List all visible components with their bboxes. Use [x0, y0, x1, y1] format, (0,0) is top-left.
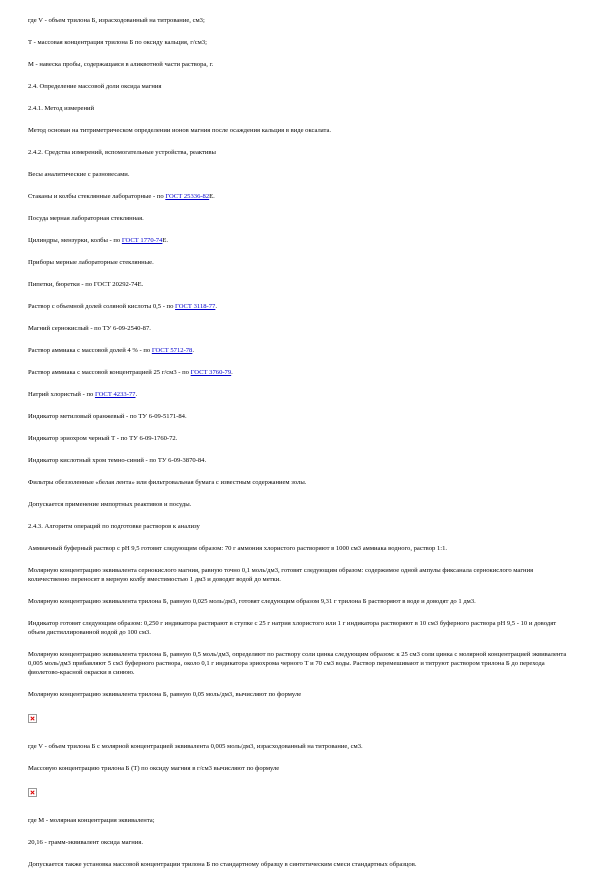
paragraph-text: Молярную концентрацию эквивалента трилона Б, равную 0,05 моль/дм3, вычисляют по формуле	[28, 691, 302, 698]
paragraph	[28, 500, 568, 509]
paragraph	[28, 390, 568, 399]
paragraph-text: Допускается также установка массовой концентрации трилона Б по стандартному образцу в синтетическим смеси стандартных образцов.	[28, 861, 417, 868]
paragraph-text: М - навеска пробы, содержащаяся в аликвотной части раствора, г.	[28, 61, 214, 68]
paragraph-text: Натрий хлористый - по	[28, 391, 95, 398]
standard-link[interactable]: ГОСТ 5712-78	[151, 347, 193, 354]
paragraph-text: Массовую концентрацию трилона Б (Т) по оксиду магния в г/см3 вычисляют по формуле	[28, 765, 280, 772]
paragraph	[28, 478, 568, 487]
standard-link[interactable]: ГОСТ 4233-77	[94, 391, 136, 398]
paragraph	[28, 192, 568, 201]
paragraph	[28, 742, 568, 751]
paragraph	[28, 280, 568, 289]
paragraph-text: Цилиндры, мензурки, колбы - по	[28, 237, 122, 244]
paragraph-text: Индикатор метиловый оранжевый - по ТУ 6-09-5171-84.	[28, 413, 187, 420]
broken-image-icon	[28, 714, 37, 723]
paragraph-text-suffix: .	[135, 391, 138, 398]
paragraph-text: Пипетки, бюретки - по ГОСТ 20292-74Е.	[28, 281, 144, 288]
paragraph	[28, 619, 568, 637]
paragraph-text: 2.4.2. Средства измерений, вспомогательные устройства, реактивы	[28, 149, 216, 156]
paragraph-text: Индикатор кислотный хром темно-синий - по ТУ 6-09-3870-84.	[28, 457, 207, 464]
paragraph-text: Аммиачный буферный раствор с pH 9,5 готовят следующим образом: 70 г аммония хлористого растворяют в 1000 см3 аммиака водного, раствор 1:1.	[28, 545, 448, 552]
paragraph-text: 2.4. Определение массовой доли оксида магния	[28, 83, 162, 90]
paragraph-text: где М - молярная концентрация эквивалента;	[28, 817, 155, 824]
paragraph-text: Магний сернокислый - по ТУ 6-09-2540-87.	[28, 325, 151, 332]
paragraph	[28, 38, 568, 47]
paragraph-text: Стаканы и колбы стеклянные лабораторные - по	[28, 193, 166, 200]
paragraph-text-suffix: Е.	[162, 237, 169, 244]
paragraph-text-suffix: Е.	[209, 193, 215, 200]
standard-link[interactable]: ГОСТ 3118-77	[175, 303, 216, 310]
paragraph	[28, 60, 568, 69]
paragraph-text: Раствор аммиака с массовой концентрацией 25 г/см3 - по	[28, 369, 191, 376]
paragraph	[28, 16, 568, 25]
paragraph-text: Молярную концентрацию эквивалента трилона Б, равную 0,025 моль/дм3, готовят следующим образом 9,31 г трилона Б растворяют в воде и доводят до 1 дм3.	[28, 598, 476, 605]
paragraph	[28, 544, 568, 553]
paragraph	[28, 302, 568, 311]
paragraph-text: Весы аналитические с разновесами.	[28, 171, 130, 178]
paragraph	[28, 434, 568, 443]
paragraph-text: Молярную концентрацию эквивалента трилона Б, равную 0,5 моль/дм3, определяют по раствору соли цинка следующим образом: к 25 см3 соли цинка с молярной концентрацией эквивалента 0,005 моль/дм3 прибавляют 5 см3 буферного раствора, около 0,1 г индикатора эриохрома черного Т и 70 см3 воды. Раствор перемешивают и титруют раствором трилона Б до перехода фиолетово-красной окраски в синюю.	[28, 651, 567, 676]
paragraph-text: Т - массовая концентрация трилона Б по оксиду кальция, г/см3;	[28, 39, 207, 46]
paragraph-text: 2.4.3. Алгоритм операций по подготовке растворов к анализу	[28, 523, 200, 530]
paragraph	[28, 816, 568, 825]
paragraph-text: Раствор с объемной долей соляной кислоты 0,5 - по	[28, 303, 176, 310]
paragraph	[28, 412, 568, 421]
paragraph	[28, 368, 568, 377]
paragraph-text: Молярную концентрацию эквивалента сернокислого магния, равную точно 0,1 моль/дм3, готовят следующим образом: содержимое одной ампулы фиксанала сернокислого магния количественно переносят в мерную колбу вместимостью 1 дм3 и доводят водой до метки.	[28, 567, 534, 583]
formula-image-block	[28, 786, 568, 808]
paragraph-text: Допускается применение импортных реактивов и посуды.	[28, 501, 192, 508]
paragraph	[28, 324, 568, 333]
paragraph	[28, 148, 568, 157]
paragraph	[28, 236, 568, 245]
paragraph-text: Приборы мерные лабораторные стеклянные.	[28, 259, 154, 266]
paragraph-text: где V - объем трилона Б с молярной концентрацией эквивалента 0,005 моль/дм3, израсходованный на титрование, см3.	[28, 743, 363, 750]
paragraph	[28, 104, 568, 113]
paragraph	[28, 690, 568, 699]
paragraph-text: Фильтры обеззоленные «белая лента» или фильтровальная бумага с известным содержанием золы.	[28, 479, 307, 486]
standard-link[interactable]: ГОСТ 1770-74	[121, 237, 163, 244]
paragraph-text: Посуда мерная лабораторная стеклянная.	[28, 215, 144, 222]
paragraph	[28, 566, 568, 584]
paragraph	[28, 522, 568, 531]
paragraph-text: Раствор аммиака с массовой долей 4 % - по	[28, 347, 152, 354]
document-page	[28, 16, 568, 882]
paragraph	[28, 650, 568, 677]
paragraph	[28, 126, 568, 135]
paragraph	[28, 860, 568, 869]
paragraph-text-suffix: .	[192, 347, 195, 354]
paragraph-text: Индикатор готовят следующим образом: 0,250 г индикатора растирают в ступке с 25 г натрия хлористого или 1 г индикатора растворяют в 10 см3 буферного раствора pH 9,5 - 10 и доводят объем дистиллированной водой до 100 см3.	[28, 620, 557, 636]
paragraph	[28, 258, 568, 267]
formula-image-block	[28, 712, 568, 734]
paragraph-text-suffix: .	[215, 303, 217, 310]
paragraph	[28, 214, 568, 223]
paragraph-text: 20,16 - грамм-эквивалент оксида магния.	[28, 839, 143, 846]
paragraph	[28, 346, 568, 355]
paragraph-text: где V - объем трилона Б, израсходованный на титрование, см3;	[28, 17, 205, 24]
standard-link[interactable]: ГОСТ 25336-82	[165, 193, 210, 200]
paragraph-text: Метод основан на титриметрическом определении ионов магния после осаждения кальция в виде оксалата.	[28, 127, 332, 134]
paragraph	[28, 170, 568, 179]
paragraph-text: Индикатор эриохром черный Т - по ТУ 6-09-1760-72.	[28, 435, 178, 442]
standard-link[interactable]: ГОСТ 3760-79	[190, 369, 232, 376]
paragraph	[28, 838, 568, 847]
paragraph-text-suffix: .	[231, 369, 233, 376]
paragraph	[28, 82, 568, 91]
paragraph-text: 2.4.1. Метод измерений	[28, 105, 95, 112]
broken-image-icon	[28, 788, 37, 797]
paragraph	[28, 597, 568, 606]
paragraph	[28, 456, 568, 465]
paragraph	[28, 764, 568, 773]
